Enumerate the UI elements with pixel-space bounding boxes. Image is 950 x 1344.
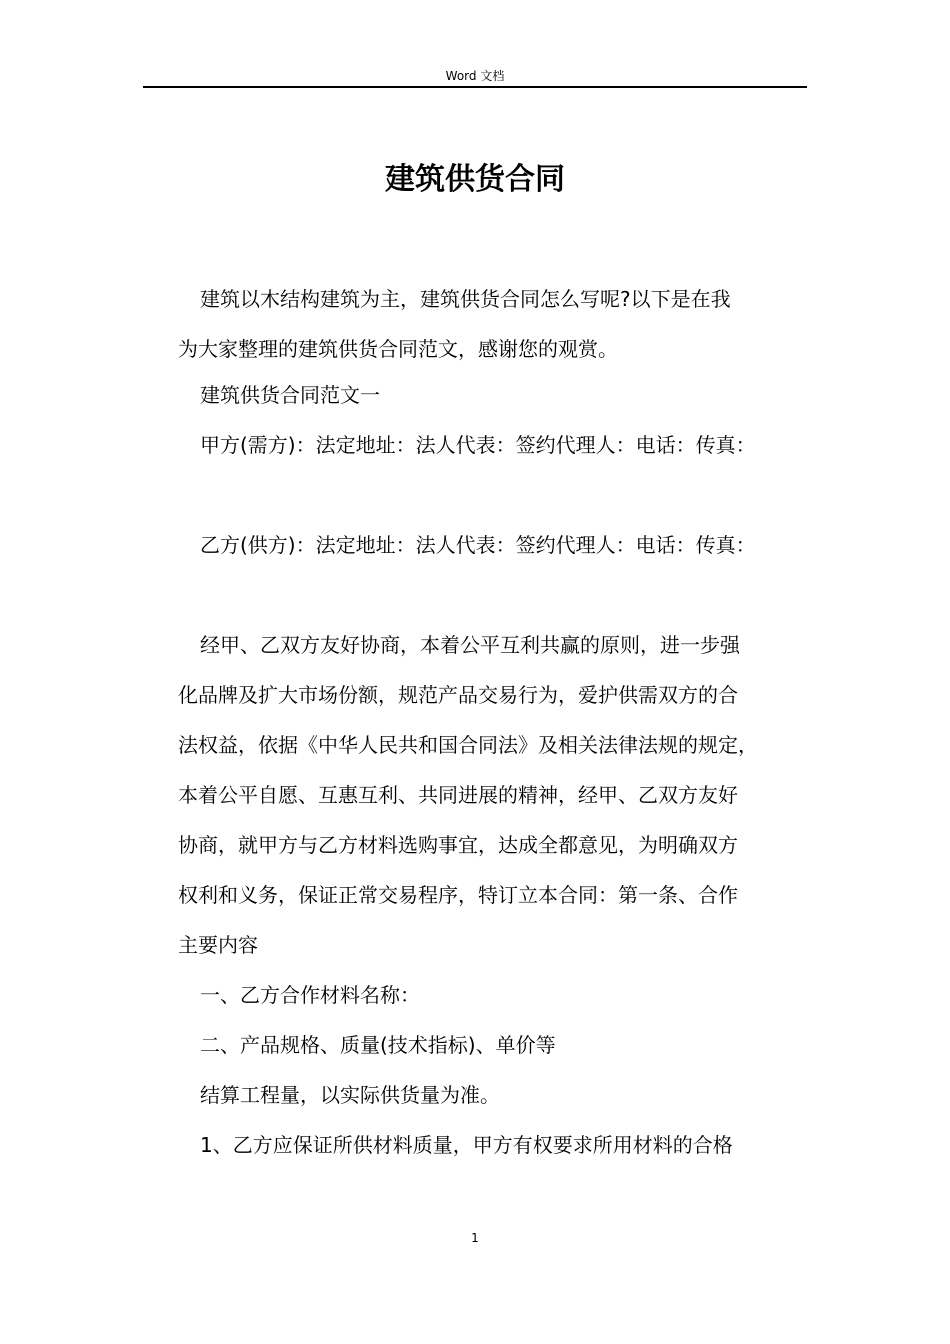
paragraph-line: 结算工程量，以实际供货量为准。 [200, 1083, 500, 1107]
paragraph-line: 化品牌及扩大市场份额，规范产品交易行为，爱护供需双方的合 [178, 683, 738, 707]
paragraph-line: 甲方(需方)：法定地址：法人代表：签约代理人：电话：传真： [200, 433, 756, 457]
paragraph-line: 建筑以木结构建筑为主，建筑供货合同怎么写呢?以下是在我 [200, 287, 731, 311]
document-title: 建筑供货合同 [385, 162, 565, 197]
paragraph-line: 权利和义务，保证正常交易程序，特订立本合同：第一条、合作 [178, 883, 738, 907]
paragraph-line: 经甲、乙双方友好协商，本着公平互利共赢的原则，进一步强 [200, 633, 740, 657]
paragraph-line: 为大家整理的建筑供货合同范文，感谢您的观赏。 [178, 337, 618, 361]
paragraph-line: 乙方(供方)：法定地址：法人代表：签约代理人：电话：传真： [200, 533, 756, 557]
paragraph-line: 协商，就甲方与乙方材料选购事宜，达成全都意见，为明确双方 [178, 833, 738, 857]
paragraph-line: 法权益，依据《中华人民共和国合同法》及相关法律法规的规定， [178, 733, 758, 757]
paragraph-line: 二、产品规格、质量(技术指标)、单价等 [200, 1033, 556, 1057]
paragraph-line: 主要内容 [178, 933, 258, 957]
paragraph-line: 建筑供货合同范文一 [200, 383, 380, 407]
page-header: Word 文档 [445, 69, 505, 83]
paragraph-line: 一、乙方合作材料名称： [200, 983, 420, 1007]
paragraph-line: 1、乙方应保证所供材料质量，甲方有权要求所用材料的合格 [200, 1133, 733, 1157]
paragraph-line: 本着公平自愿、互惠互利、共同进展的精神，经甲、乙双方友好 [178, 783, 738, 807]
header-divider [143, 86, 807, 88]
page-number: 1 [471, 1231, 479, 1245]
